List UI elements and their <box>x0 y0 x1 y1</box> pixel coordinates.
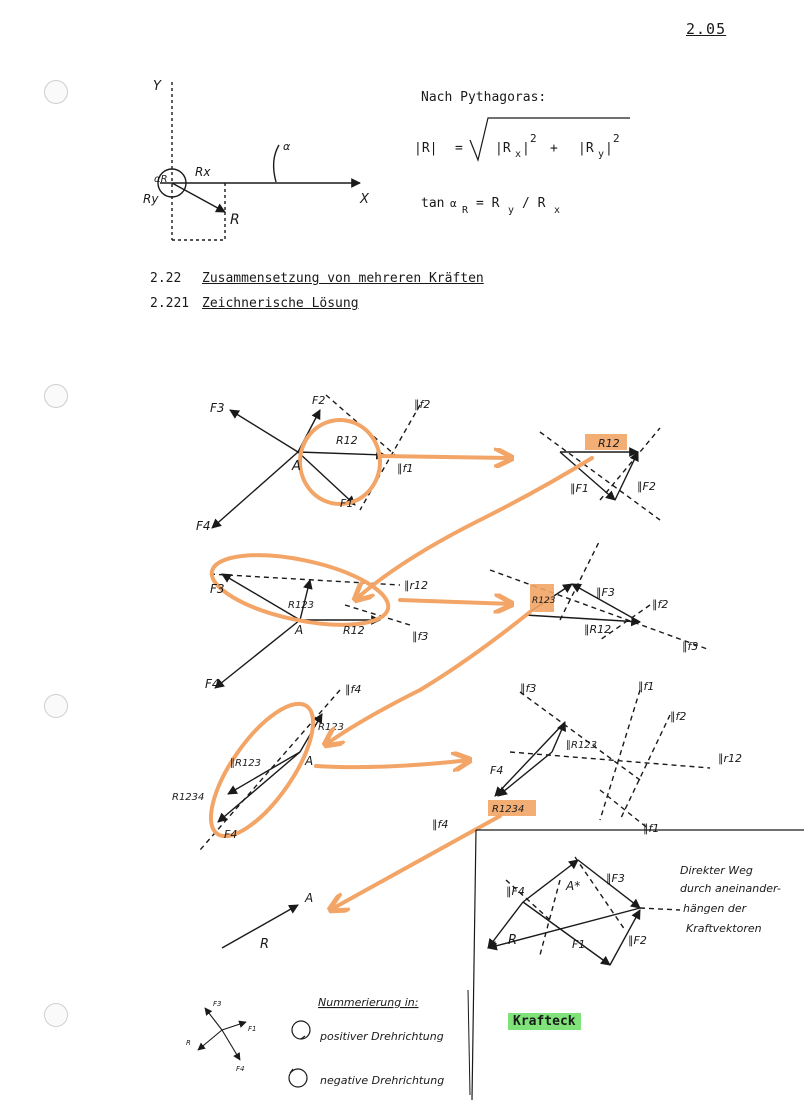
label-par-f1-row3: ∥f1 <box>638 680 655 693</box>
label-r-small: R <box>186 1039 191 1047</box>
axis-y-label: Y <box>153 79 161 94</box>
svg-text:|R: |R <box>495 141 511 156</box>
label-r123: R123 <box>288 600 315 611</box>
svg-text:|: | <box>605 141 613 156</box>
svg-text:2: 2 <box>613 132 620 145</box>
label-f4: F4 <box>196 519 211 533</box>
label-par-f1: ∥f1 <box>397 462 414 475</box>
label-a-row2: A <box>295 623 304 637</box>
label-r-direct: R <box>508 933 518 948</box>
axis-x-label: X <box>360 192 369 207</box>
label-par-r12: ∥r12 <box>404 579 429 592</box>
direct-route-frame <box>472 830 804 1100</box>
svg-text:positiver Drehrichtung: positiver Drehrichtung <box>320 1030 444 1043</box>
label-f1-small: F1 <box>248 1025 257 1033</box>
row3-lageplan <box>200 690 340 850</box>
rx-label: Rx <box>195 165 211 179</box>
label-a-marked: A* <box>566 879 581 893</box>
svg-text:R: R <box>462 205 469 216</box>
label-f3: F3 <box>210 401 225 415</box>
label-par-f2-row3: ∥f2 <box>670 710 687 723</box>
label-par-F1: ∥F1 <box>570 482 589 495</box>
heading-title: Zusammensetzung von mehreren Kräften <box>202 271 484 286</box>
krafteck-tag: Krafteck <box>508 1013 581 1030</box>
label-par-F3-direct: ∥F3 <box>606 872 625 885</box>
label-par-f2-row2: ∥f2 <box>652 598 669 611</box>
label-par-F2: ∥F2 <box>637 480 656 493</box>
label-r1234-krafteck: R1234 <box>492 804 525 815</box>
label-a: A <box>292 459 301 474</box>
label-r1234: R1234 <box>172 792 205 803</box>
svg-text:tan: tan <box>421 196 445 211</box>
highlight-ellipse <box>193 689 332 851</box>
svg-text:hängen der: hängen der <box>683 902 747 915</box>
label-par-f3-row3: ∥f3 <box>520 682 537 695</box>
svg-text:negative Drehrichtung: negative Drehrichtung <box>320 1074 445 1087</box>
label-f1-direct: F1 <box>572 938 586 951</box>
svg-text:Kraftvektoren: Kraftvektoren <box>686 922 762 935</box>
pythagoras-formula <box>414 118 630 216</box>
svg-text:|R|: |R| <box>414 141 438 156</box>
label-r12: R12 <box>336 434 358 447</box>
label-r-bottom: R <box>260 937 270 952</box>
label-par-f4-row3: ∥f4 <box>432 818 449 831</box>
axes-sketch <box>158 82 360 240</box>
direct-route-note <box>680 864 781 935</box>
label-r12-krafteck: R12 <box>598 437 620 450</box>
svg-text:/ R: / R <box>522 196 546 211</box>
label-a-row3: A <box>305 754 314 768</box>
heading-number: 2.22 <box>150 271 182 286</box>
label-r12-row2: R12 <box>343 624 365 637</box>
r-label: R <box>230 212 240 228</box>
heading-title: Zeichnerische Lösung <box>202 296 359 311</box>
svg-text:α: α <box>450 197 457 210</box>
page-number: 2.05 <box>686 20 727 38</box>
svg-text:= R: = R <box>476 196 500 211</box>
svg-text:Direkter Weg: Direkter Weg <box>680 864 753 877</box>
svg-text:|R: |R <box>578 141 594 156</box>
label-f1: F1 <box>340 497 354 510</box>
label-f2: F2 <box>312 394 326 407</box>
svg-text:x: x <box>554 205 561 216</box>
alpha-r-label: αR <box>154 174 168 185</box>
label-a-bottom: A <box>305 891 314 905</box>
svg-text:Nummerierung in:: Nummerierung in: <box>318 996 419 1009</box>
svg-text:+: + <box>550 141 558 156</box>
svg-text:x: x <box>515 149 522 160</box>
svg-text:2: 2 <box>530 132 537 145</box>
label-f4-row3: F4 <box>224 828 238 841</box>
pythagoras-title: Nach Pythagoras: <box>421 90 547 105</box>
label-f3-small: F3 <box>213 1000 222 1008</box>
label-par-F2-direct: ∥F2 <box>628 934 647 947</box>
numbering-note <box>289 990 470 1095</box>
rotation-sketch <box>198 1008 246 1060</box>
label-par-f4: ∥f4 <box>345 683 362 696</box>
label-f3-row2: F3 <box>210 582 225 596</box>
label-par-f2: ∥f2 <box>414 398 431 411</box>
svg-text:=: = <box>455 141 463 156</box>
label-par-f3: ∥f3 <box>412 630 429 643</box>
ry-label: Ry <box>143 192 159 206</box>
label-par-R12: ∥R12 <box>584 623 612 636</box>
svg-text:y: y <box>598 149 605 160</box>
label-par-r12-row3: ∥r12 <box>718 752 743 765</box>
label-par-F4: ∥F4 <box>506 885 525 898</box>
label-r123-row3: R123 <box>318 722 345 733</box>
label-par-F3: ∥F3 <box>596 586 615 599</box>
label-r123-krafteck: R123 <box>532 596 556 606</box>
label-f4-row2: F4 <box>205 677 220 691</box>
label-f4-krafteck: F4 <box>490 764 504 777</box>
label-par-f3-row2: ∥f3 <box>682 640 699 653</box>
row1-lageplan <box>212 395 420 528</box>
label-par-r123-row3: ∥R123 <box>566 740 598 751</box>
label-par-r123: ∥R123 <box>230 758 262 769</box>
svg-text:y: y <box>508 205 515 216</box>
svg-text:|: | <box>522 141 530 156</box>
heading-number: 2.221 <box>150 296 190 311</box>
label-par-f1-row3b: ∥f1 <box>643 822 660 835</box>
label-f4-small: F4 <box>236 1065 245 1073</box>
svg-text:durch aneinander-: durch aneinander- <box>680 882 781 895</box>
alpha-label: α <box>283 140 291 153</box>
